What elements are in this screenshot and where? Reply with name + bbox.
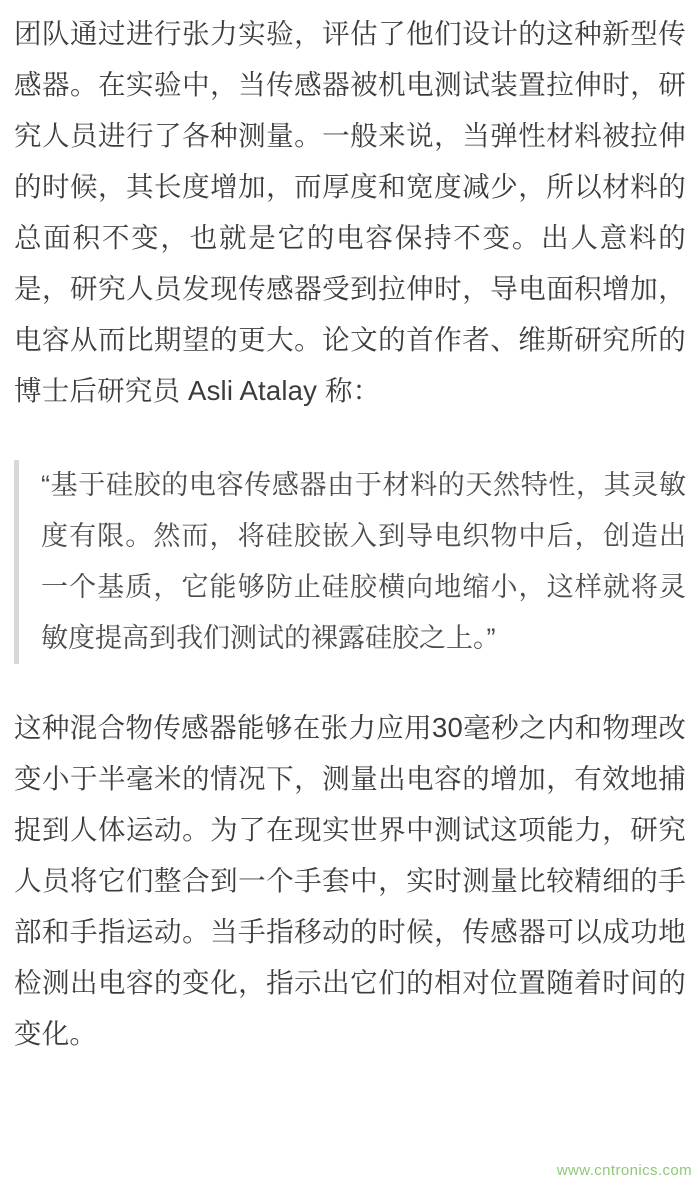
article-paragraph-1: 团队通过进行张力实验，评估了他们设计的这种新型传感器。在实验中，当传感器被机电测试装置拉伸时，研究人员进行了各种测量。一般来说，当弹性材料被拉伸的时候，其长度增加，而厚度和宽度减少，所以材料的总面积不变，也就是它的电容保持不变。出人意料的是，研究人员发现传感器受到拉伸时，导电面积增加，电容从而比期望的更大。论文的首作者、维斯研究所的博士后研究员 Asli Atalay 称： xyxy=(14,18,686,406)
pull-quote xyxy=(14,460,686,664)
pull-quote-text: “基于硅胶的电容传感器由于材料的天然特性，其灵敏度有限。然而，将硅胶嵌入到导电织物中后，创造出一个基质，它能够防止硅胶横向地缩小，这样就将灵敏度提高到我们测试的裸露硅胶之上。” xyxy=(41,470,686,653)
site-watermark: www.cntronics.com xyxy=(556,1162,692,1179)
article-paragraph-2: 这种混合物传感器能够在张力应用30毫秒之内和物理改变小于半毫米的情况下，测量出电容的增加，有效地捕捉到人体运动。为了在现实世界中测试这项能力，研究人员将它们整合到一个手套中，实时测量比较精细的手部和手指运动。当手指移动的时候，传感器可以成功地检测出电容的变化，指示出它们的相对位置随着时间的变化。 xyxy=(14,712,686,1049)
